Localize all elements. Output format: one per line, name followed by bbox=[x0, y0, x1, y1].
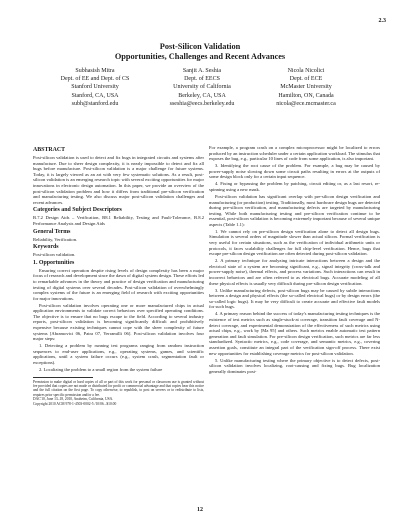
page-number: 12 bbox=[197, 507, 203, 513]
paragraph: 4. A primary reason behind the success of today's manufacturing testing techniques is the existence of test metrics such as single-stuck-at coverage, transition fault coverage and N-detect coverage, and experimental demonstration of the effectiveness of such metrics using actual chips, e.g., work by [Ma 95] and others. Such metrics enable automatic test pattern generation and fault simulation. For pre-silicon design verification, such metrics are far less standardized. Syntactic metrics, e.g., code coverage, and semantic metrics, e.g., covering assertion goals, constitute an integral part of the verification sign-off process. There exist new opportunities for establishing coverage metrics for post-silicon validation. bbox=[209, 311, 380, 356]
paragraph: Ensuring correct operation despite rising levels of design complexity has been a major focus of research and development since the dawn of digital system design. These efforts led to remarkable advances in the theory and practice of design verification and manufacturing testing of digital systems over several decades. Post-silicon validation of overwhelmingly complex systems of the future is an emerging field of research with exciting opportunities for major innovations. bbox=[33, 267, 204, 301]
author-block bbox=[35, 67, 155, 108]
paragraph: 5. Unlike manufacturing testing where the primary objective is to detect defects, post-silicon validation involves localizing, root-causing and fixing bugs. Bug localization generally dominates post- bbox=[209, 357, 380, 374]
author-dept: Dept. of EECS bbox=[184, 76, 220, 83]
paper-title bbox=[0, 42, 400, 62]
permission-footnote: Permission to make digital or hard copies of all or part of this work for personal or classroom use is granted without fee provided that copies are not made or distributed for profit or commercial advantage and that copies bear this notice and the full citation on the first page. To copy otherwise, to republish, to post on servers or to redistribute to lists, requires prior specific permission and/or a fee. bbox=[33, 379, 204, 397]
categories-heading: Categories and Subject Descriptors bbox=[33, 207, 122, 214]
author-name: Subhasish Mitra bbox=[75, 68, 115, 74]
right-column bbox=[209, 145, 380, 505]
paragraph: 2. Localizing the problem to a small region from the system failure bbox=[39, 366, 163, 372]
abstract-heading: ABSTRACT bbox=[33, 147, 66, 153]
copyright-footnote: Copyright 2010 ACM 978-1-4503-0002-5 /10/06...$10.00 bbox=[33, 401, 117, 406]
author-org: Stanford University bbox=[71, 84, 119, 91]
author-name: Nicola Nicolici bbox=[287, 68, 325, 74]
general-terms-heading: General Terms bbox=[33, 228, 71, 235]
paragraph: 4. Fixing or bypassing the problem by patching, circuit editing or, as a last resort, re-spinning using a new mask. bbox=[209, 181, 380, 192]
footnote-divider bbox=[33, 377, 93, 378]
author-name: Sanjit A. Seshia bbox=[182, 68, 222, 74]
author-block bbox=[142, 67, 262, 108]
author-email: nicola@ece.mcmaster.ca bbox=[276, 100, 336, 107]
title-line-2: Opportunities, Challenges and Recent Advances bbox=[114, 52, 286, 61]
paragraph: Post-silicon validation has significant overlap with pre-silicon design verification and manufacturing (or production) testing. Traditionally, most hardware design bugs are detected during pre-silicon verification, and manufacturing defects are targeted by manufacturing testing. While both manufacturing testing and pre-silicon verification continue to be essential, post-silicon validation is becoming extremely important because of several unique aspects (Table 1.1): bbox=[209, 193, 380, 227]
author-org: University of California bbox=[173, 84, 231, 91]
author-org: McMaster University bbox=[280, 84, 332, 91]
categories-text: B.7.2 Design Aids – Verification, B8.1 Reliability, Testing and Fault-Tolerance, B.8.2 Performance Analysis and Design Aids bbox=[33, 215, 204, 226]
general-terms-text: Reliability, Verification. bbox=[33, 236, 78, 242]
keywords-heading: Keywords bbox=[33, 244, 59, 251]
paragraph: 1. Detecting a problem by running test programs ranging from random instruction sequences to end-user applications, e.g., operating systems, games, and scientific applications, until a system failure occurs (e.g., system crash, segmentation fault or exceptions). bbox=[33, 343, 204, 365]
author-location: Hamilton, ON, Canada bbox=[278, 92, 334, 99]
author-block bbox=[246, 67, 366, 108]
conference-footnote: DAC'10, June 13–18, 2010, Anaheim, California, USA. bbox=[33, 397, 114, 402]
abstract-text: Post-silicon validation is used to detect and fix bugs in integrated circuits and systems after manufacture. Due to sheer design complexity, it is nearly impossible to detect and fix all bugs before manufacture. Post-silicon validation is a major challenge for future systems. Today, it is largely viewed as an art with very few systematic solutions. As a result, post-silicon validation is an emerging research topic with several exciting opportunities for major innovations in electronic design automation. In this paper, we provide an overview of the post-silicon validation problem and how it differs from traditional pre-silicon verification and manufacturing testing. We also discuss major post-silicon validation challenges and recent advances. bbox=[33, 155, 204, 205]
paragraph: 3. Identifying the root cause of the problem. For example, a bug may be caused by power-supply noise slowing down some circuit paths resulting in errors at the outputs of some design block only for a certain input sequence. bbox=[209, 163, 380, 180]
author-email: sseshia@eecs.berkeley.edu bbox=[169, 100, 235, 107]
title-line-1: Post-Silicon Validation bbox=[159, 42, 241, 51]
session-number: 2.3 bbox=[378, 18, 386, 24]
author-email: subh@stanford.edu bbox=[71, 100, 119, 107]
paragraph: For example, a program crash on a complex microprocessor might be localized to errors produced by an instruction scheduler under a certain application workload. The stimulus that exposes the bug, e.g., particular 10 lines of code from some application, is also important. bbox=[209, 145, 380, 162]
paragraph: Post-silicon validation involves operating one or more manufactured chips in actual application environments to validate correct behaviors over specified operating conditions. The objective is to ensure that no bugs escape to the field. According to several industry reports, post-silicon validation is becoming significantly difficult and prohibitively expensive because existing techniques cannot cope with the sheer complexity of future systems [Abramovici 06, Patra 07, Yerramilli 06]. Post-silicon validation involves four major steps: bbox=[33, 302, 204, 342]
paragraph: 1. We cannot rely on pre-silicon design verification alone to detect all design bugs. Simulation is several orders of magnitude slower than actual silicon. Formal verification is very useful for certain situations, such as the verification of individual arithmetic units or protocols, it faces scalability challenges for full chip-level verification. Hence, bugs that escape pre-silicon design verification are often detected during post-silicon validation. bbox=[209, 228, 380, 257]
author-location: Stanford, CA, USA bbox=[71, 92, 119, 99]
paragraph: 3. Unlike manufacturing defects, post-silicon bugs may be caused by subtle interactions between a design and physical effects (the so-called electrical bugs) or by design errors (the so-called logic bugs). It may be very difficult to create accurate and effective fault models for such bugs. bbox=[209, 287, 380, 310]
section-heading: 1. Opportunities bbox=[33, 259, 75, 266]
paragraph: 2. A primary technique for analyzing intricate interactions between a design and the electrical state of a system are becoming significant, e.g., signal integrity (cross-talk and power-supply noise), thermal effects, and process variations. Such interactions can result in incorrect behaviors and are often referred to as electrical bugs. Accurate modeling of all these physical effects is usually very difficult during pre-silicon design verification. bbox=[209, 258, 380, 286]
keywords-text: Post-silicon validation. bbox=[33, 252, 76, 258]
author-dept: Dept. of ECE bbox=[289, 76, 323, 83]
left-column bbox=[33, 145, 204, 505]
author-dept: Dept. of EE and Dept. of CS bbox=[60, 76, 130, 83]
author-location: Berkeley, CA, USA bbox=[178, 92, 226, 99]
